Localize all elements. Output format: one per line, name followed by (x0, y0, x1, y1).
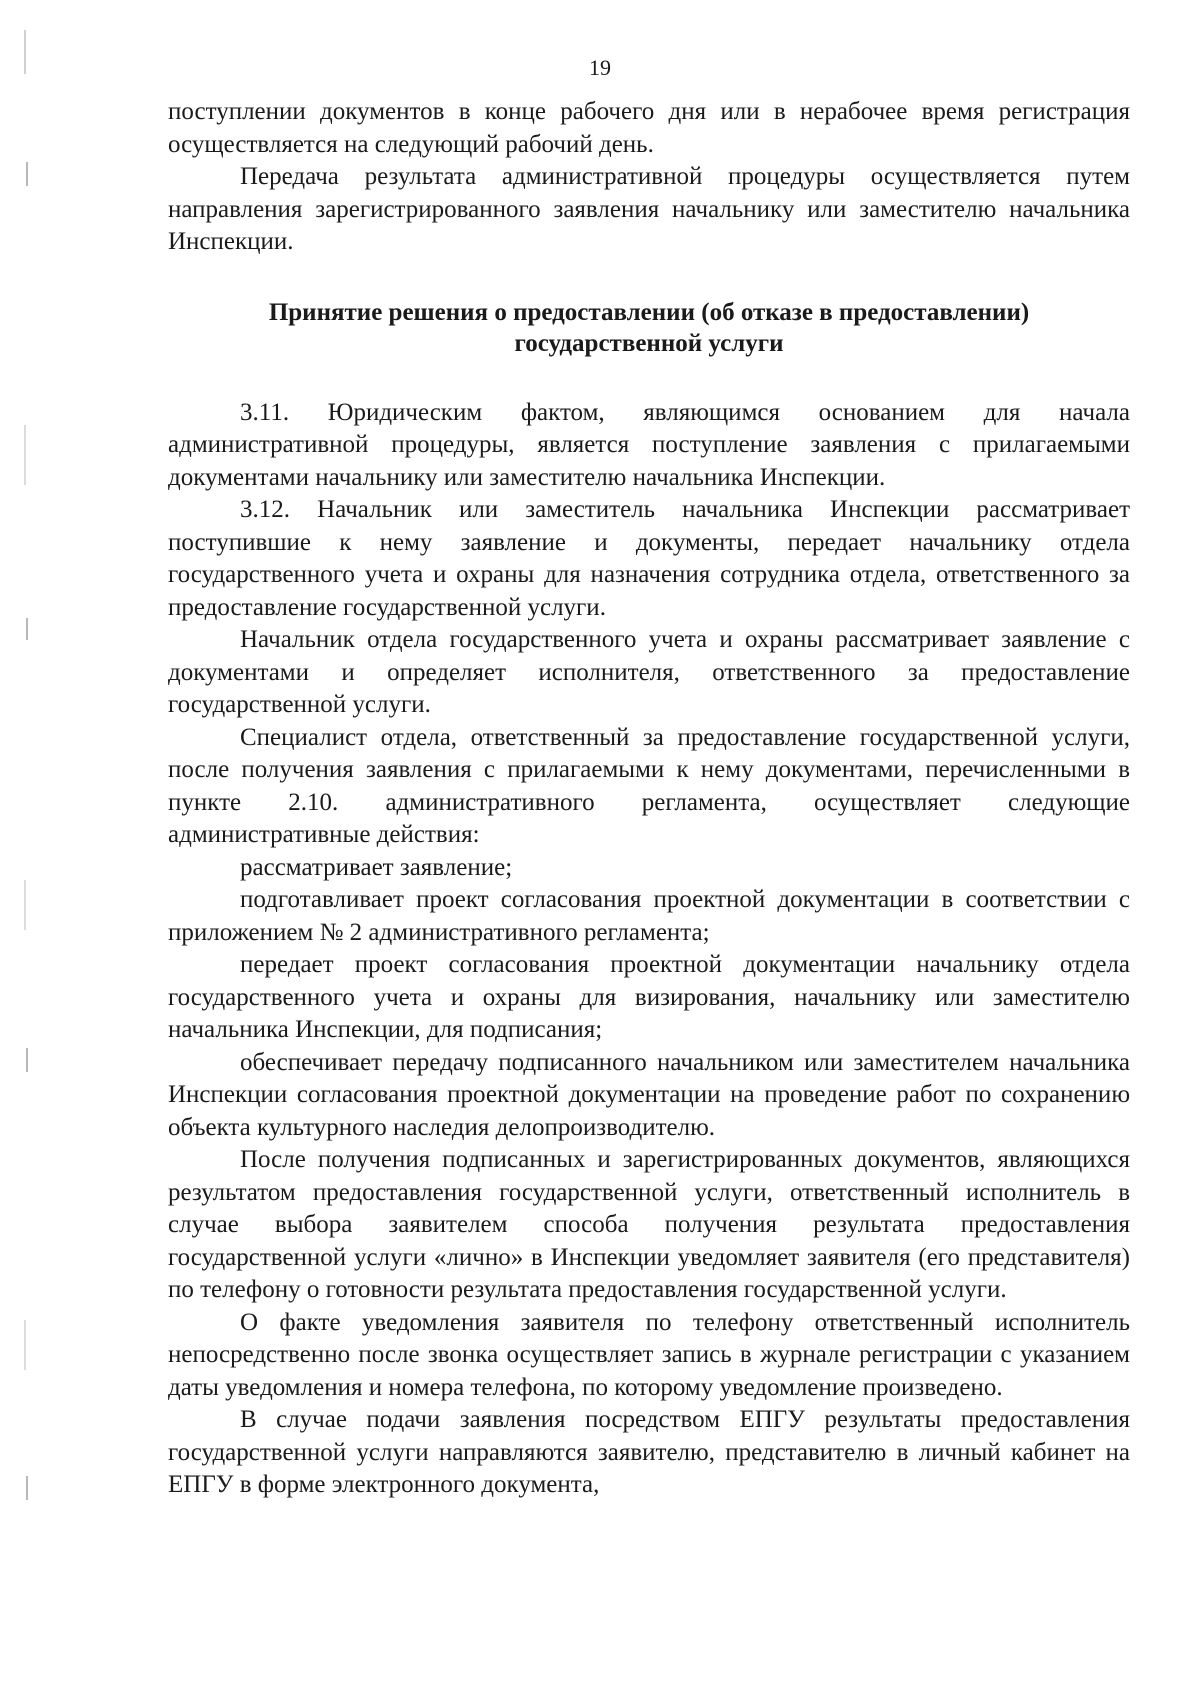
section-heading-line: Принятие решения о предоставлении (об отказе в предоставлении) (268, 298, 1030, 326)
scan-mark (26, 1476, 28, 1500)
scan-mark (24, 425, 26, 485)
paragraph: Начальник отдела государственного учета и охраны рассматривает заявление с документами и определяет исполнителя, ответственного за предоставление государственной услуги. (168, 626, 1130, 718)
scan-mark (26, 618, 28, 640)
paragraph: Передача результата административной процедуры осуществляется путем направления зарегистрированного заявления начальнику или заместителю начальника Инспекции. (168, 163, 1130, 255)
paragraph: В случае подачи заявления посредством ЕПГУ результаты предоставления государственной услуги направляются заявителю, представителю в личный кабинет на ЕПГУ в форме электронного документа, (168, 1406, 1130, 1498)
page-number: 19 (589, 55, 611, 80)
section-heading-line: государственной услуги (514, 329, 784, 357)
paragraph-3-12: 3.12. Начальник или заместитель начальника Инспекции рассматривает поступившие к нему заявление и документы, передает начальнику отдела государственного учета и охраны для назначения сотрудника отдела, ответственного за предоставление государственной услуги. (168, 496, 1130, 621)
paragraph: поступлении документов в конце рабочего дня или в нерабочее время регистрация осуществляется на следующий рабочий день. (168, 98, 1130, 158)
scan-mark (24, 1320, 26, 1370)
document-body (168, 96, 1130, 1502)
list-item: передает проект согласования проектной документации начальнику отдела государственного учета и охраны для визирования, начальнику или заместителю начальника Инспекции, для подписания; (168, 951, 1130, 1043)
list-item: обеспечивает передачу подписанного начальником или заместителем начальника Инспекции согласования проектной документации на проведение работ по сохранению объекта культурного наследия делопроизводителю. (168, 1048, 1130, 1141)
scan-mark (26, 1048, 28, 1072)
paragraph-3-11: 3.11. Юридическим фактом, являющимся основанием для начала административной процедуры, является поступление заявления с прилагаемыми документами начальнику или заместителю начальника Инспекции. (168, 398, 1130, 491)
scan-mark (24, 880, 26, 930)
paragraph: После получения подписанных и зарегистрированных документов, являющихся результатом предоставления государственной услуги, ответственный исполнитель в случае выбора заявителем способа получения результата предоставления государственной услуги «лично» в Инспекции уведомляет заявителя (его представителя) по телефону о готовности результата предоставления государственной услуги. (168, 1146, 1130, 1303)
list-item: подготавливает проект согласования проектной документации в соответствии с приложением № 2 административного регламента; (168, 886, 1130, 946)
paragraph: О факте уведомления заявителя по телефону ответственный исполнитель непосредственно после звонка осуществляет запись в журнале регистрации с указанием даты уведомления и номера телефона, по которому уведомление произведено. (168, 1308, 1130, 1401)
paragraph: Специалист отдела, ответственный за предоставление государственной услуги, после получения заявления с прилагаемыми к нему документами, перечисленными в пункте 2.10. административного регламента, осуществляет следующие административные действия: (168, 723, 1130, 848)
list-item: рассматривает заявление; (240, 853, 513, 881)
scan-mark (26, 162, 28, 186)
section-heading (168, 297, 1130, 359)
